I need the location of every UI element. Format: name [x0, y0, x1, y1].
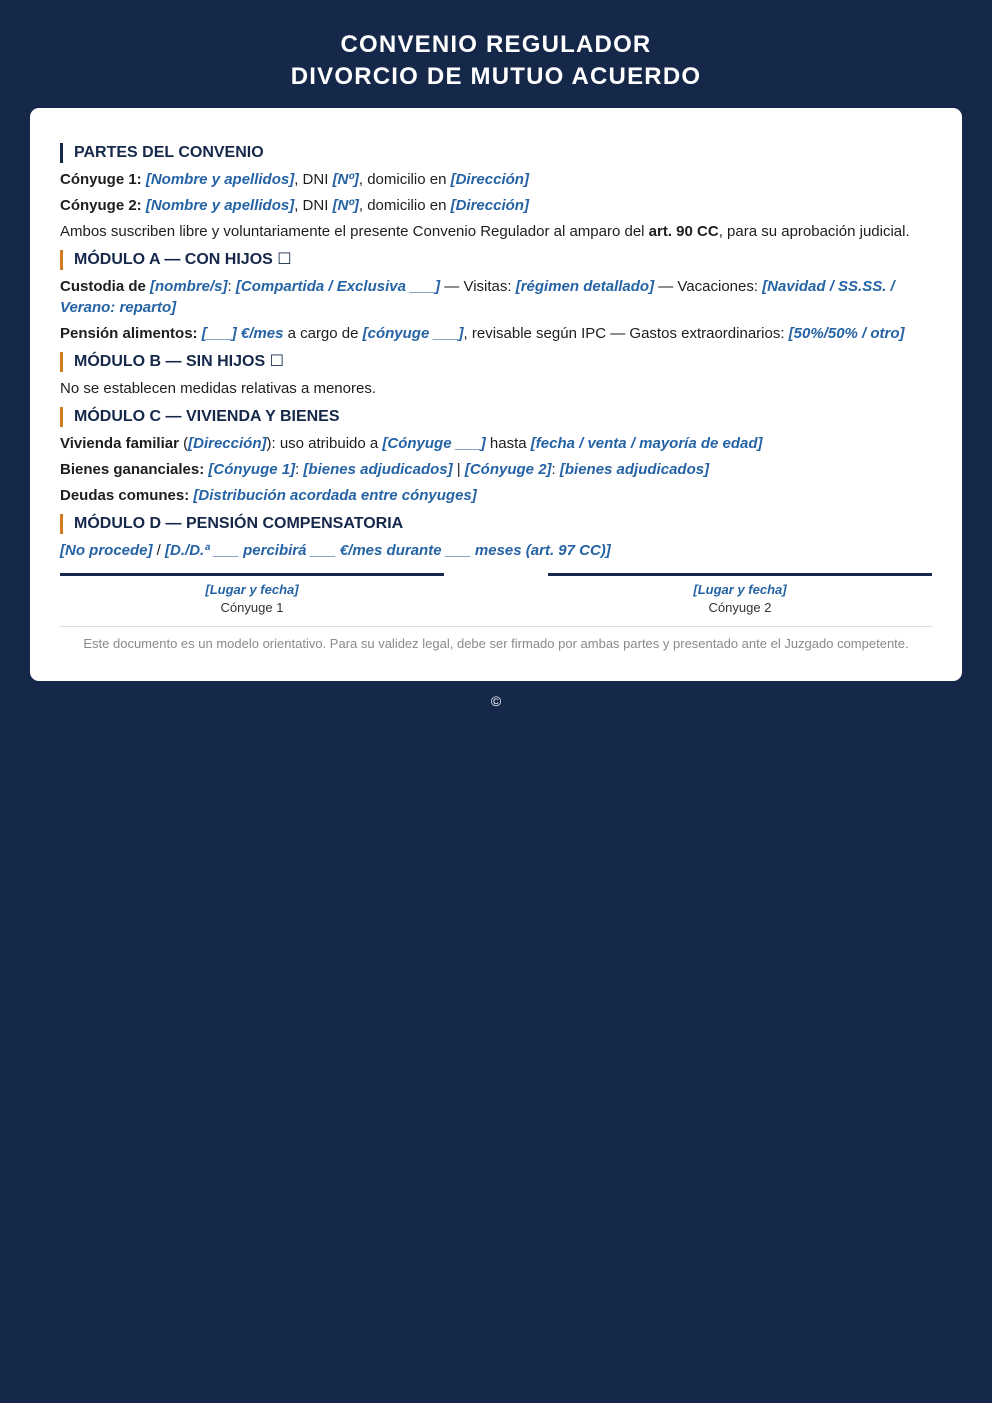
- ipc-text: , revisable según IPC — Gastos extraordinarios:: [463, 325, 789, 342]
- signature-block-2: [548, 573, 932, 617]
- page-title: [0, 0, 992, 93]
- pension-amount: [___] €/mes: [201, 325, 284, 342]
- conyuge-2-line: [60, 195, 932, 216]
- bienes-conyuge-1: [Cónyuge 1]: [208, 461, 296, 478]
- bienes-line: [60, 459, 932, 480]
- custodia-line: [60, 276, 932, 318]
- signature-place-date: [Lugar y fecha]: [205, 582, 299, 597]
- disclaimer: Este documento es un modelo orientativo. Para su validez legal, debe ser firmado por ambas partes y presentado ante el Juzgado competente.: [60, 626, 932, 653]
- conyuge-1-address: [Dirección]: [450, 171, 529, 188]
- gastos-value: [50%/50% / otro]: [788, 325, 905, 342]
- intro-article: art. 90 CC: [648, 223, 719, 240]
- cargo-value: [cónyuge ___]: [362, 325, 464, 342]
- signature-party: Cónyuge 1: [220, 600, 284, 615]
- domicilio-text: , domicilio en: [358, 197, 451, 214]
- deudas-value: [Distribución acordada entre cónyuges]: [193, 487, 477, 504]
- intro-text-a: Ambos suscriben libre y voluntariamente el presente Convenio Regulador al amparo del: [60, 223, 649, 240]
- section-title-partes: PARTES DEL CONVENIO: [60, 143, 932, 163]
- signature-place-date: [Lugar y fecha]: [693, 582, 787, 597]
- vacaciones-value: [Navidad / SS.SS. / Verano: reparto]: [60, 278, 895, 316]
- bienes-label: Bienes gananciales:: [60, 461, 205, 478]
- visitas-value: [régimen detallado]: [515, 278, 655, 295]
- section-title-modulo-c: MÓDULO C — VIVIENDA Y BIENES: [60, 407, 932, 427]
- domicilio-text: , domicilio en: [358, 171, 451, 188]
- deudas-label: Deudas comunes:: [60, 487, 190, 504]
- signature-row: [60, 573, 932, 617]
- colon: :: [295, 461, 304, 478]
- vivienda-address: [Dirección]: [188, 435, 267, 452]
- document-card: [30, 108, 962, 681]
- conyuge-1-name: [Nombre y apellidos]: [145, 171, 295, 188]
- deudas-line: [60, 485, 932, 506]
- colon: :: [227, 278, 236, 295]
- vivienda-conyuge: [Cónyuge ___]: [382, 435, 486, 452]
- title-line-2: DIVORCIO DE MUTUO ACUERDO: [290, 63, 702, 90]
- custodia-label: Custodia de: [60, 278, 151, 295]
- signature-block-1: [60, 573, 444, 617]
- conyuge-1-label: Cónyuge 1:: [60, 171, 142, 188]
- custodia-names: [nombre/s]: [150, 278, 228, 295]
- dni-text: , DNI: [294, 171, 333, 188]
- separator: |: [452, 461, 465, 478]
- signature-party: Cónyuge 2: [708, 600, 772, 615]
- dni-text: , DNI: [294, 197, 333, 214]
- pension-line: [60, 323, 932, 344]
- bienes-conyuge-2: [Cónyuge 2]: [464, 461, 552, 478]
- section-title-modulo-a: MÓDULO A — CON HIJOS ☐: [60, 250, 932, 270]
- slash: /: [152, 542, 166, 559]
- vivienda-label: Vivienda familiar: [60, 435, 179, 452]
- copyright: ©: [490, 693, 502, 709]
- modulo-d-line: [60, 540, 932, 561]
- title-line-1: CONVENIO REGULADOR: [340, 31, 652, 58]
- vivienda-hasta: hasta: [485, 435, 531, 452]
- modulo-b-text: No se establecen medidas relativas a menores.: [60, 380, 376, 397]
- bienes-adjudicados-2: [bienes adjudicados]: [559, 461, 710, 478]
- vivienda-open: (: [178, 435, 189, 452]
- colon: :: [551, 461, 560, 478]
- visitas-text: — Visitas:: [440, 278, 516, 295]
- vacaciones-text: — Vacaciones:: [654, 278, 763, 295]
- conyuge-2-dni: [Nº]: [332, 197, 359, 214]
- conyuge-1-line: [60, 169, 932, 190]
- percibira-value: [D./D.ª ___ percibirá ___ €/mes durante ___ meses (art. 97 CC)]: [165, 542, 611, 559]
- section-title-modulo-b: MÓDULO B — SIN HIJOS ☐: [60, 352, 932, 372]
- vivienda-until: [fecha / venta / mayoría de edad]: [530, 435, 763, 452]
- vivienda-line: [60, 433, 932, 454]
- bienes-adjudicados-1: [bienes adjudicados]: [303, 461, 453, 478]
- conyuge-1-dni: [Nº]: [332, 171, 359, 188]
- cargo-text: a cargo de: [283, 325, 363, 342]
- conyuge-2-address: [Dirección]: [450, 197, 529, 214]
- custodia-type: [Compartida / Exclusiva ___]: [235, 278, 441, 295]
- conyuge-2-name: [Nombre y apellidos]: [145, 197, 295, 214]
- intro-text-b: , para su aprobación judicial.: [718, 223, 910, 240]
- conyuge-2-label: Cónyuge 2:: [60, 197, 142, 214]
- intro-paragraph: [60, 221, 932, 242]
- section-title-modulo-d: MÓDULO D — PENSIÓN COMPENSATORIA: [60, 514, 932, 534]
- pension-label: Pensión alimentos:: [60, 325, 198, 342]
- vivienda-text: ): uso atribuido a: [266, 435, 383, 452]
- no-procede: [No procede]: [60, 542, 153, 559]
